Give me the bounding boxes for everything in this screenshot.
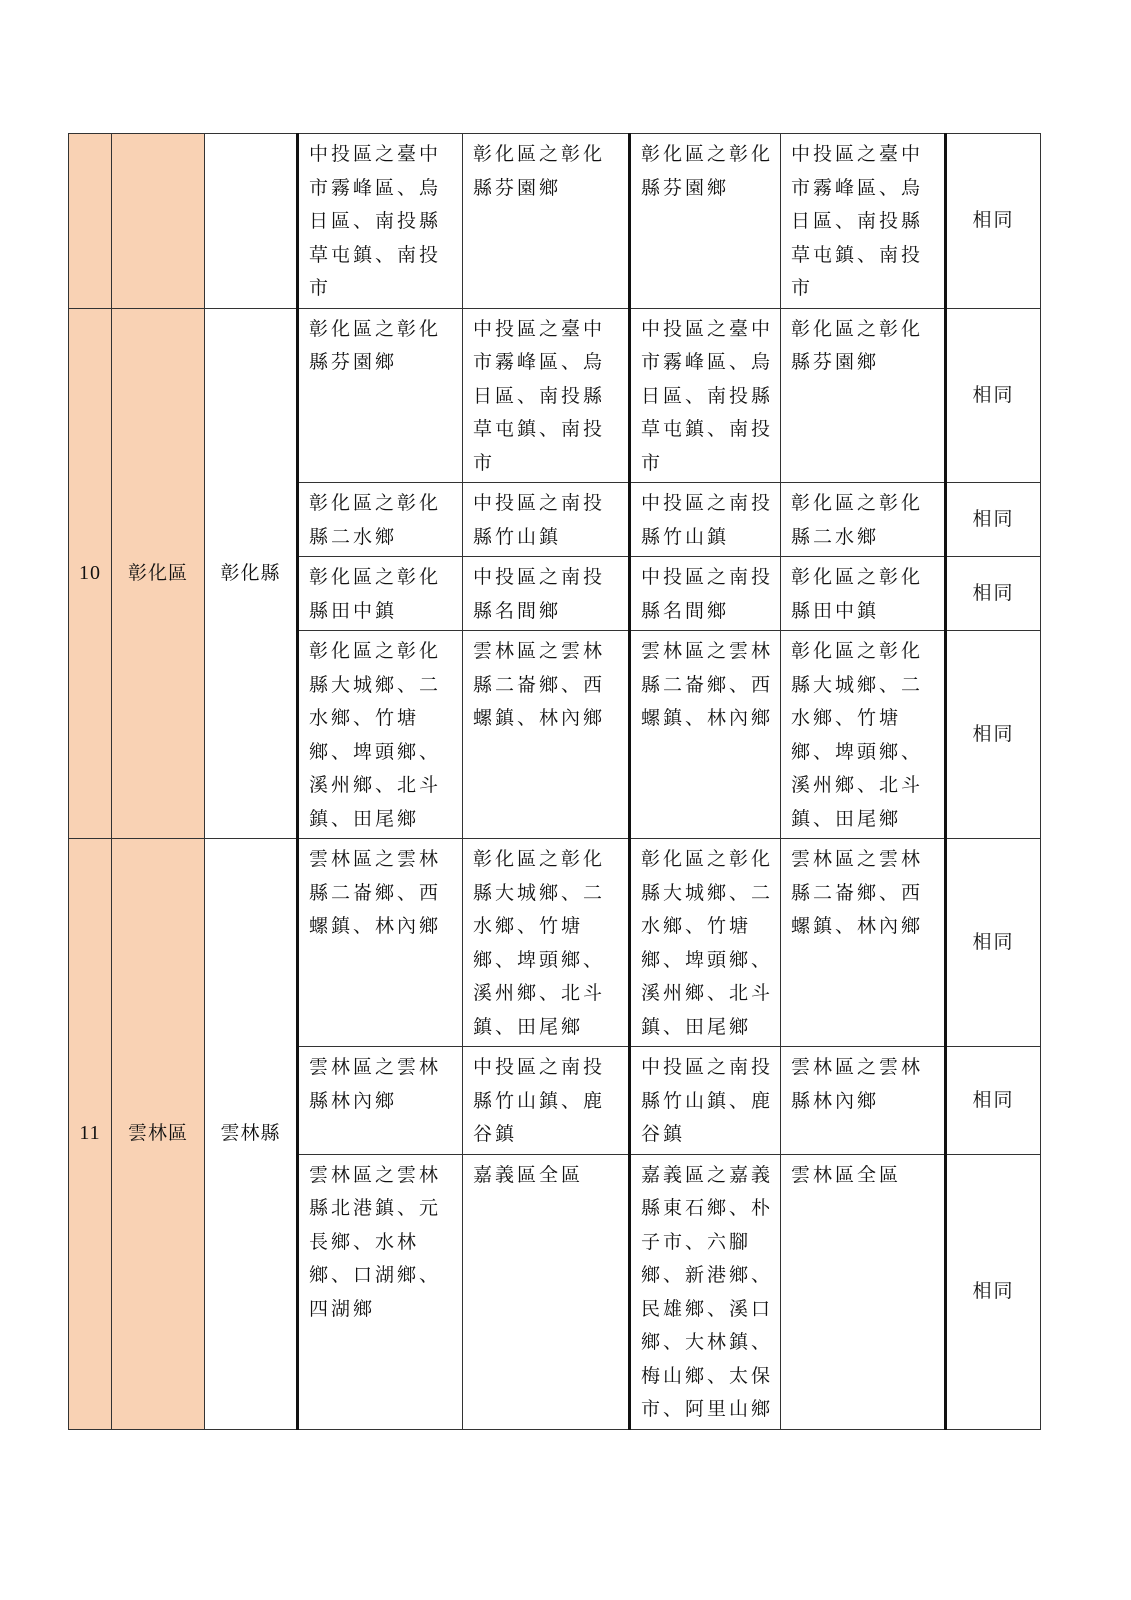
result-cell: 相同	[946, 557, 1041, 631]
cell-area-c: 雲林區之雲林縣二崙鄉、西螺鎮、林內鄉	[630, 631, 781, 839]
county-cell	[205, 134, 298, 309]
cell-area-b: 雲林區之雲林縣二崙鄉、西螺鎮、林內鄉	[463, 631, 630, 839]
cell-area-b: 中投區之南投縣名間鄉	[463, 557, 630, 631]
result-cell: 相同	[946, 483, 1041, 557]
group-number-cell	[69, 134, 112, 309]
cell-area-b: 彰化區之彰化縣芬園鄉	[463, 134, 630, 309]
result-cell: 相同	[946, 1047, 1041, 1155]
result-cell: 相同	[946, 134, 1041, 309]
cell-area-b: 中投區之南投縣竹山鎮	[463, 483, 630, 557]
cell-area-d: 彰化區之彰化縣芬園鄉	[781, 308, 946, 483]
cell-area-d: 雲林區全區	[781, 1154, 946, 1429]
cell-area-d: 雲林區之雲林縣林內鄉	[781, 1047, 946, 1155]
cell-area-c: 中投區之南投縣名間鄉	[630, 557, 781, 631]
cell-area-c: 彰化區之彰化縣大城鄉、二水鄉、竹塘鄉、埤頭鄉、溪州鄉、北斗鎮、田尾鄉	[630, 839, 781, 1047]
county-cell: 彰化縣	[205, 308, 298, 839]
result-cell: 相同	[946, 839, 1041, 1047]
result-cell: 相同	[946, 631, 1041, 839]
cell-area-c: 中投區之南投縣竹山鎮	[630, 483, 781, 557]
table-row	[69, 839, 1041, 1047]
cell-area-c: 彰化區之彰化縣芬園鄉	[630, 134, 781, 309]
region-cell: 雲林區	[112, 839, 205, 1430]
cell-area-b: 中投區之南投縣竹山鎮、鹿谷鎮	[463, 1047, 630, 1155]
table-row	[69, 134, 1041, 309]
result-cell: 相同	[946, 308, 1041, 483]
cell-area-a: 彰化區之彰化縣田中鎮	[298, 557, 463, 631]
cell-area-b: 中投區之臺中市霧峰區、烏日區、南投縣草屯鎮、南投市	[463, 308, 630, 483]
cell-area-c: 中投區之臺中市霧峰區、烏日區、南投縣草屯鎮、南投市	[630, 308, 781, 483]
cell-area-a: 雲林區之雲林縣二崙鄉、西螺鎮、林內鄉	[298, 839, 463, 1047]
cell-area-b: 彰化區之彰化縣大城鄉、二水鄉、竹塘鄉、埤頭鄉、溪州鄉、北斗鎮、田尾鄉	[463, 839, 630, 1047]
cell-area-a: 彰化區之彰化縣芬園鄉	[298, 308, 463, 483]
region-cell: 彰化區	[112, 308, 205, 839]
region-cell	[112, 134, 205, 309]
cell-area-a: 彰化區之彰化縣二水鄉	[298, 483, 463, 557]
cell-area-b: 嘉義區全區	[463, 1154, 630, 1429]
cell-area-a: 彰化區之彰化縣大城鄉、二水鄉、竹塘鄉、埤頭鄉、溪州鄉、北斗鎮、田尾鄉	[298, 631, 463, 839]
table-row	[69, 308, 1041, 483]
cell-area-d: 彰化區之彰化縣田中鎮	[781, 557, 946, 631]
cell-area-d: 雲林區之雲林縣二崙鄉、西螺鎮、林內鄉	[781, 839, 946, 1047]
group-number-cell: 11	[69, 839, 112, 1430]
cell-area-a: 中投區之臺中市霧峰區、烏日區、南投縣草屯鎮、南投市	[298, 134, 463, 309]
cell-area-d: 中投區之臺中市霧峰區、烏日區、南投縣草屯鎮、南投市	[781, 134, 946, 309]
cell-area-d: 彰化區之彰化縣二水鄉	[781, 483, 946, 557]
cell-area-c: 嘉義區之嘉義縣東石鄉、朴子市、六腳鄉、新港鄉、民雄鄉、溪口鄉、大林鎮、梅山鄉、太保市、阿里山鄉	[630, 1154, 781, 1429]
group-number-cell: 10	[69, 308, 112, 839]
result-cell: 相同	[946, 1154, 1041, 1429]
cell-area-d: 彰化區之彰化縣大城鄉、二水鄉、竹塘鄉、埤頭鄉、溪州鄉、北斗鎮、田尾鄉	[781, 631, 946, 839]
cell-area-a: 雲林區之雲林縣北港鎮、元長鄉、水林鄉、口湖鄉、四湖鄉	[298, 1154, 463, 1429]
service-area-table	[68, 133, 1041, 1430]
cell-area-a: 雲林區之雲林縣林內鄉	[298, 1047, 463, 1155]
cell-area-c: 中投區之南投縣竹山鎮、鹿谷鎮	[630, 1047, 781, 1155]
county-cell: 雲林縣	[205, 839, 298, 1430]
